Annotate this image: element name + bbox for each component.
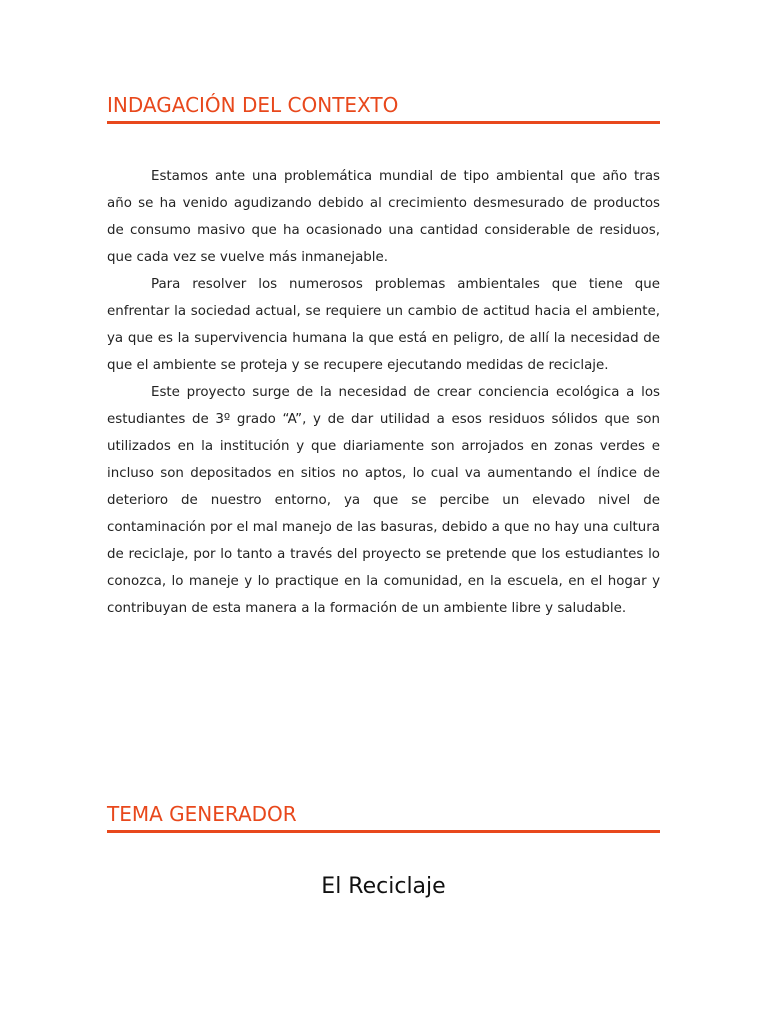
section-heading-context: INDAGACIÓN DEL CONTEXTO [107,93,660,124]
context-paragraph-2: Para resolver los numerosos problemas ambientales que tiene que enfrentar la sociedad actual, se requiere un cambio de actitud hacia el ambiente, ya que es la supervivencia humana la que está en peligro, de allí la necesidad de que el ambiente se proteja y se recupere ejecutando medidas de reciclaje. [107,277,660,373]
context-paragraph-3: Este proyecto surge de la necesidad de crear conciencia ecológica a los estudiantes de 3º grado “A”, y de dar utilidad a esos residuos sólidos que son utilizados en la institución y que diariamente son arrojados en zonas verdes e incluso son depositados en sitios no aptos, lo cual va aumentando el índice de deterioro de nuestro entorno, ya que se percibe un elevado nivel de contaminación por el mal manejo de las basuras, debido a que no hay una cultura de reciclaje, por lo tanto a través del proyecto se pretende que los estudiantes lo conozca, lo maneje y lo practique en la comunidad, en la escuela, en el hogar y contribuyan de esta manera a la formación de un ambiente libre y saludable. [107,385,660,616]
section-heading-topic: TEMA GENERADOR [107,802,660,833]
topic-title: El Reciclaje [321,874,446,899]
context-paragraph-1: Estamos ante una problemática mundial de tipo ambiental que año tras año se ha venido agudizando debido al crecimiento desmesurado de productos de consumo masivo que ha ocasionado una cantidad considerable de residuos, que cada vez se vuelve más inmanejable. [107,169,660,265]
context-body [107,163,660,622]
